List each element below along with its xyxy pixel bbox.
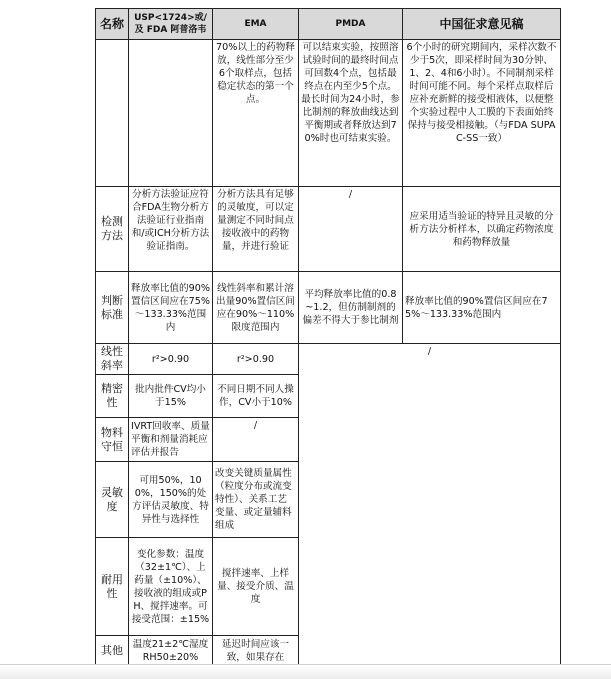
cell-ema-judge: 线性斜率和累计溶出量90%置信区间应在90%～110%限度范围内	[213, 272, 299, 344]
row-label-sensitivity: 灵敏度	[96, 462, 129, 538]
cell-usp-judge: 释放率比值的90%置信区间应在75%～133.33%范围内	[129, 272, 213, 344]
header-ema: EMA	[213, 9, 299, 40]
cell-ema-mass: /	[213, 418, 299, 462]
header-name: 名称	[96, 9, 129, 40]
cell-ema-cont: 70%以上的药物释放，线性部分至少6个取样点，包括稳定状态的第一个点。	[213, 40, 299, 187]
table-row	[96, 40, 561, 187]
cell-label-cont	[96, 40, 129, 187]
header-cn: 中国征求意见稿	[403, 9, 561, 40]
cell-usp-mass: IVRT回收率、质量平衡和剂量消耗应评估并报告	[129, 418, 213, 462]
header-pmda: PMDA	[299, 9, 403, 40]
table-row	[96, 272, 561, 344]
row-label-mass: 物料守恒	[96, 418, 129, 462]
row-label-judge: 判断标准	[96, 272, 129, 344]
cell-usp-cont	[129, 40, 213, 187]
cell-merged-na: /	[299, 344, 561, 667]
cell-ema-detect: 分析方法具有足够的灵敏度，可以定量测定不同时间点接收液中的药物量，并进行验证	[213, 187, 299, 272]
cell-usp-other: 温度21±2℃湿度RH50±20%	[129, 636, 213, 667]
row-label-precision: 精密性	[96, 375, 129, 418]
row-label-robust: 耐用性	[96, 538, 129, 636]
cell-usp-robust: 变化参数：温度（32±1℃）、上药量（±10%）、接收液的组成或PH、搅拌速率。可接受范围：±15%	[129, 538, 213, 636]
row-label-other: 其他	[96, 636, 129, 667]
cell-ema-precision: 不同日期不同人操作，CV小于10%	[213, 375, 299, 418]
comparison-table	[95, 8, 561, 667]
cell-cn-detect: 应采用适当验证的特异且灵敏的分析方法分析样本，以确定药物浓度和药物释放量	[403, 187, 561, 272]
cell-usp-sensitivity: 可用50%，100%，150%的处方评估灵敏度、特异性与选择性	[129, 462, 213, 538]
table-header-row	[96, 9, 561, 40]
cell-ema-linear: r²>0.90	[213, 344, 299, 375]
cell-usp-precision: 批内批件CV均小于15%	[129, 375, 213, 418]
cell-pmda-cont: 可以结束实验，按照溶试验时间的最终时间点可回数4个点，包括最终点在内至少5个点。最长时间为24小时，参比制剂的释放曲线达到平衡期或者释放达到70%时也可结束实验。	[299, 40, 403, 187]
cell-ema-other: 延迟时间应该一致，如果存在	[213, 636, 299, 667]
cell-ema-sensitivity: 改变关键质量属性（粒度分布或流变特性）、关系工艺变量、或定量辅料组成	[213, 462, 299, 538]
cell-usp-linear: r²>0.90	[129, 344, 213, 375]
table-row	[96, 187, 561, 272]
cell-pmda-detect: /	[299, 187, 403, 272]
cell-ema-robust: 搅拌速率、上样量、接受介质、温度	[213, 538, 299, 636]
header-usp: USP<1724>或/及 FDA 阿普洛韦	[129, 9, 213, 40]
table-row	[96, 344, 561, 375]
row-label-linear: 线性斜率	[96, 344, 129, 375]
cell-usp-detect: 分析方法验证应符合FDA生物分析方法验证行业指南和/或ICH分析方法验证指南。	[129, 187, 213, 272]
page-bottom-edge	[0, 664, 611, 679]
cell-pmda-judge: 平均释放率比值的0.8~1.2，但仿制制剂的偏差不得大于参比制剂	[299, 272, 403, 344]
row-label-detect: 检测方法	[96, 187, 129, 272]
cell-cn-cont: 6个小时的研究期间内，采样次数不少于5次，即采样时间为30分钟、1、2、4和6小时）。不同制剂采样时间可能不同。每个采样点取样后应补充新鲜的接受相液体，以便整个实验过程中人工膜的下表面始终保持与接受相接触。（与FDA SUPAC-SS一致）	[403, 40, 561, 187]
cell-cn-judge: 释放率比值的90%置信区间应在75%～133.33%范围内	[403, 272, 561, 344]
